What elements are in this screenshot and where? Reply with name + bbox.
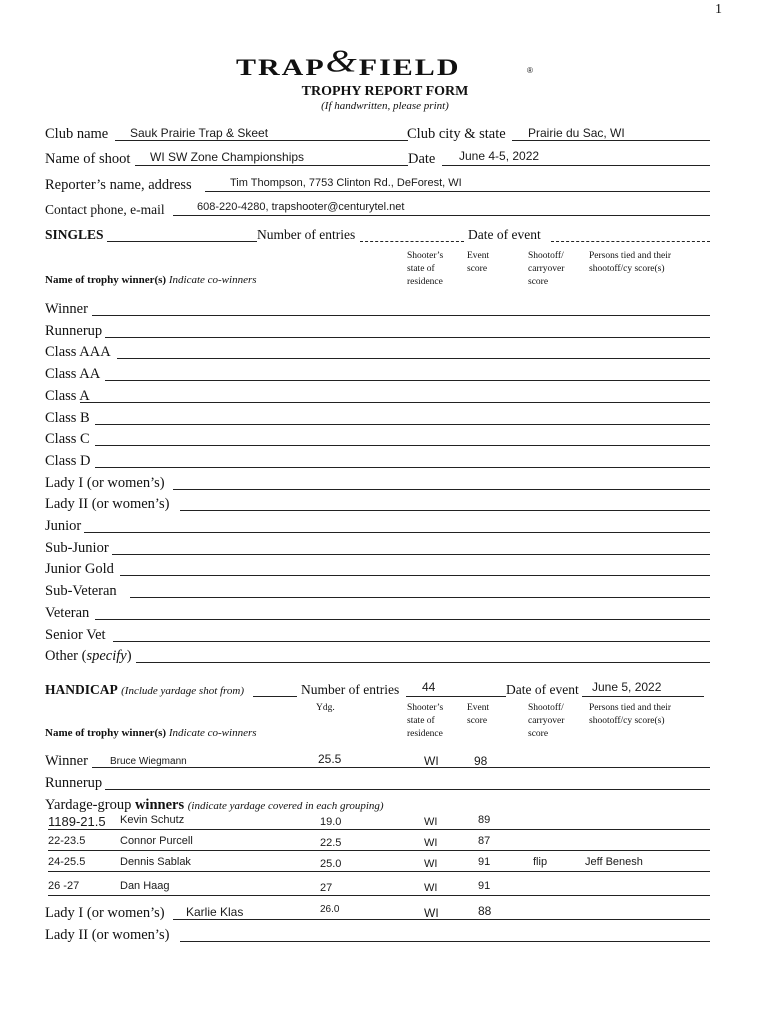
trap-field-logo [236,43,461,83]
handicap-runnerup-line[interactable] [105,789,710,790]
handicap-date-value[interactable]: June 5, 2022 [592,680,662,694]
club-name-label: Club name [45,126,109,142]
handicap-heading: HANDICAP (Include yardage shot from) [45,682,245,697]
singles-row-line[interactable] [117,358,710,359]
registered-mark: ® [527,66,533,75]
shoot-name-label: Name of shoot [45,151,131,167]
singles-other-label: Other (specify) [45,648,132,664]
handicap-entries-label: Number of entries [301,682,400,697]
reporter-line[interactable] [205,191,710,192]
yardage-range[interactable]: 26 -27 [48,880,80,892]
yardage-state[interactable]: WI [424,858,438,870]
singles-col-shootoff: Shootoff/ carryover score [528,251,565,287]
club-name-line[interactable] [115,140,408,141]
yardage-range[interactable]: 1189-21.5 [48,814,106,829]
yardage-winner-name[interactable]: Kevin Schutz [120,814,185,826]
club-city-value[interactable]: Prairie du Sac, WI [528,126,625,140]
singles-row-label: Senior Vet [45,626,106,643]
yardage-group-heading: Yardage-group winners (indicate yardage covered in each grouping) [45,797,384,813]
form-subtitle: (If handwritten, please print) [321,100,449,112]
handicap-winner-ydg[interactable]: 25.5 [318,752,342,766]
contact-value[interactable]: 608-220-4280, trapshooter@centurytel.net [197,201,405,213]
singles-row-line[interactable] [130,597,710,598]
singles-blank-line[interactable] [107,241,257,242]
handicap-winner-line[interactable] [92,767,710,768]
singles-row-label: Runnerup [45,322,103,339]
yardage-score[interactable]: 91 [478,856,491,868]
handicap-lady2-label: Lady II (or women’s) [45,927,170,943]
handicap-winner-score[interactable]: 98 [474,754,488,768]
singles-row-line[interactable] [95,467,710,468]
handicap-col-state: Shooter’s state of residence [407,703,444,739]
singles-other-line[interactable] [136,662,710,663]
singles-row-label: Class C [45,431,90,448]
singles-row-line[interactable] [105,380,710,381]
logo-ampersand: & [325,43,359,79]
singles-row-line[interactable] [95,619,710,620]
yardage-row-line[interactable] [48,850,710,851]
singles-row-label: Junior Gold [45,561,114,578]
handicap-lady2-line[interactable] [180,941,710,942]
handicap-runnerup-label: Runnerup [45,775,103,791]
yardage-winner-name[interactable]: Dan Haag [120,880,170,892]
date-line[interactable] [442,165,710,166]
handicap-date-line[interactable] [582,696,704,697]
singles-row-line[interactable] [95,445,710,446]
page-number: 1 [715,2,722,17]
singles-row-label: Lady II (or women’s) [45,496,170,513]
handicap-lady1-score[interactable]: 88 [478,904,492,918]
handicap-name-col-header: Name of trophy winner(s) Indicate co-winners [45,727,257,739]
singles-row-line[interactable] [80,402,710,403]
singles-name-col-header: Name of trophy winner(s) Indicate co-winners [45,274,257,286]
singles-row-line[interactable] [112,554,710,555]
singles-row-line[interactable] [120,575,710,576]
club-name-value[interactable]: Sauk Prairie Trap & Skeet [130,126,269,140]
handicap-col-shootoff: Shootoff/ carryover score [528,703,565,739]
yardage-state[interactable]: WI [424,816,438,828]
club-city-label: Club city & state [407,126,506,142]
singles-row-label: Sub-Veteran [45,583,117,600]
date-value[interactable]: June 4-5, 2022 [459,149,540,163]
yardage-score[interactable]: 91 [478,880,491,892]
singles-col-state: Shooter’s state of residence [407,251,444,287]
singles-row-line[interactable] [180,510,710,511]
contact-line[interactable] [173,215,710,216]
singles-row-line[interactable] [105,337,710,338]
singles-row-label: Class D [45,452,91,469]
yardage-ydg[interactable]: 22.5 [320,837,342,849]
yardage-score[interactable]: 87 [478,835,491,847]
singles-row-label: Junior [45,518,82,534]
singles-row-label: Class B [45,409,90,426]
shoot-name-line[interactable] [135,165,408,166]
yardage-winner-name[interactable]: Dennis Sablak [120,856,191,868]
yardage-range[interactable]: 22-23.5 [48,835,86,847]
singles-col-tied: Persons tied and their shootoff/cy score(s) [589,251,672,274]
yardage-ydg[interactable]: 27 [320,882,333,894]
yardage-state[interactable]: WI [424,837,438,849]
logo-trap: TRAP [236,54,326,81]
logo-field: FIELD [358,54,461,81]
yardage-score[interactable]: 89 [478,814,491,826]
singles-row-line[interactable] [113,641,710,642]
singles-col-score: Event score [467,251,490,274]
singles-row-line[interactable] [95,424,710,425]
handicap-winner-state[interactable]: WI [424,754,439,768]
singles-heading: SINGLES [45,227,104,242]
singles-row-label: Class AA [45,366,101,383]
singles-row-line[interactable] [84,532,710,533]
singles-entries-line[interactable] [360,241,464,242]
reporter-label: Reporter’s name, address [45,177,192,193]
form-title: TROPHY REPORT FORM [301,84,469,99]
singles-row-label: Class A [45,387,90,404]
yardage-ydg[interactable]: 19.0 [320,816,342,828]
handicap-lady1-label: Lady I (or women’s) [45,905,165,921]
singles-row-label: Veteran [45,604,90,621]
shoot-name-value[interactable]: WI SW Zone Championships [150,150,305,164]
singles-row-label: Class AAA [45,344,111,361]
yardage-row-line[interactable] [48,895,710,896]
reporter-value[interactable]: Tim Thompson, 7753 Clinton Rd., DeForest, WI [230,177,462,189]
yardage-shootoff[interactable]: flip [533,856,548,868]
yardage-range[interactable]: 24-25.5 [48,856,86,868]
singles-date-label: Date of event [468,227,541,242]
handicap-col-score: Event score [467,703,490,726]
handicap-winner-name[interactable]: Bruce Wiegmann [110,756,187,767]
handicap-winner-label: Winner [45,753,88,769]
handicap-lady1-ydg[interactable]: 26.0 [320,904,340,915]
singles-row-label: Winner [45,301,88,317]
singles-row-label: Sub-Junior [45,539,109,556]
yardage-winner-name[interactable]: Connor Purcell [120,835,193,847]
handicap-lady1-name[interactable]: Karlie Klas [186,905,244,919]
handicap-col-tied: Persons tied and their shootoff/cy score(s) [589,703,672,726]
yardage-tied[interactable]: Jeff Benesh [585,856,643,868]
handicap-lady1-state[interactable]: WI [424,906,439,920]
contact-label: Contact phone, e-mail [45,202,165,217]
date-label: Date [408,151,436,167]
yardage-state[interactable]: WI [424,882,438,894]
handicap-ydg-line[interactable] [253,696,297,697]
singles-entries-label: Number of entries [257,227,356,242]
handicap-entries-line[interactable] [406,696,506,697]
singles-date-line[interactable] [551,241,710,242]
handicap-entries-value[interactable]: 44 [422,680,436,694]
singles-row-line[interactable] [173,489,710,490]
singles-row-label: Lady I (or women’s) [45,474,165,491]
handicap-col-ydg: Ydg. [316,703,335,713]
handicap-date-label: Date of event [506,682,579,697]
yardage-row-line[interactable] [48,829,710,830]
yardage-row-line[interactable] [48,871,710,872]
singles-row-line[interactable] [92,315,710,316]
club-city-line[interactable] [512,140,710,141]
handicap-lady1-line[interactable] [173,919,710,920]
yardage-ydg[interactable]: 25.0 [320,858,342,870]
